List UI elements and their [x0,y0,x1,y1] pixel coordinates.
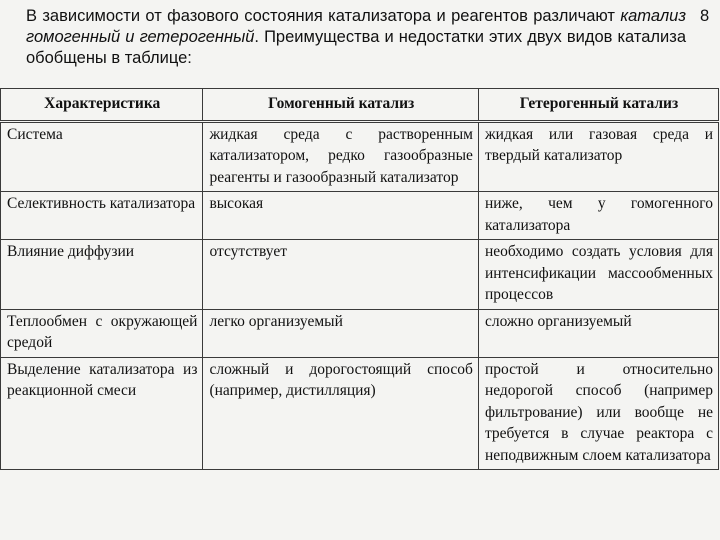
table-row [1,240,719,310]
cell-feature: Влияние диффузии [1,240,203,310]
cell-feature: Теплообмен с окружающей средой [1,309,203,357]
cell-heterogeneous: простой и относительно недорогой способ (например фильтрование) или вообще не требуется в случае реактора с неподвижным слоем катализатора [478,357,718,470]
catalysis-comparison-table [0,88,719,470]
header-characteristic: Характеристика [1,89,203,122]
header-heterogeneous: Гетерогенный катализ [478,89,718,122]
table-row [1,309,719,357]
intro-paragraph [26,6,686,69]
cell-heterogeneous: жидкая или газовая среда и твердый катализатор [478,121,718,192]
cell-homogeneous: сложный и дорогостоящий способ (например, дистилляция) [203,357,479,470]
intro-text-start: В зависимости от фазового состояния катализатора и реагентов различают [26,7,621,25]
cell-feature: Система [1,121,203,192]
page-number: 8 [700,7,710,25]
intro-text-italic: катализ гомогенный и гетерогенный [26,7,686,46]
table-row [1,121,719,192]
cell-homogeneous: легко организуемый [203,309,479,357]
cell-feature: Выделение катализатора из реакционной смеси [1,357,203,470]
cell-homogeneous: отсутствует [203,240,479,310]
cell-heterogeneous: сложно организуемый [478,309,718,357]
intro-text-end: . Преимущества и недостатки этих двух видов катализа обобщены в таблице: [26,28,686,67]
cell-heterogeneous: необходимо создать условия для интенсификации массообменных процессов [478,240,718,310]
cell-heterogeneous: ниже, чем у гомогенного катализатора [478,192,718,240]
cell-feature: Селективность катализатора [1,192,203,240]
cell-homogeneous: жидкая среда с растворенным катализатором, редко газообразные реагенты и газообразный катализатор [203,121,479,192]
table-row [1,357,719,470]
cell-homogeneous: высокая [203,192,479,240]
table-header-row [1,89,719,122]
header-homogeneous: Гомогенный катализ [203,89,479,122]
table-row [1,192,719,240]
